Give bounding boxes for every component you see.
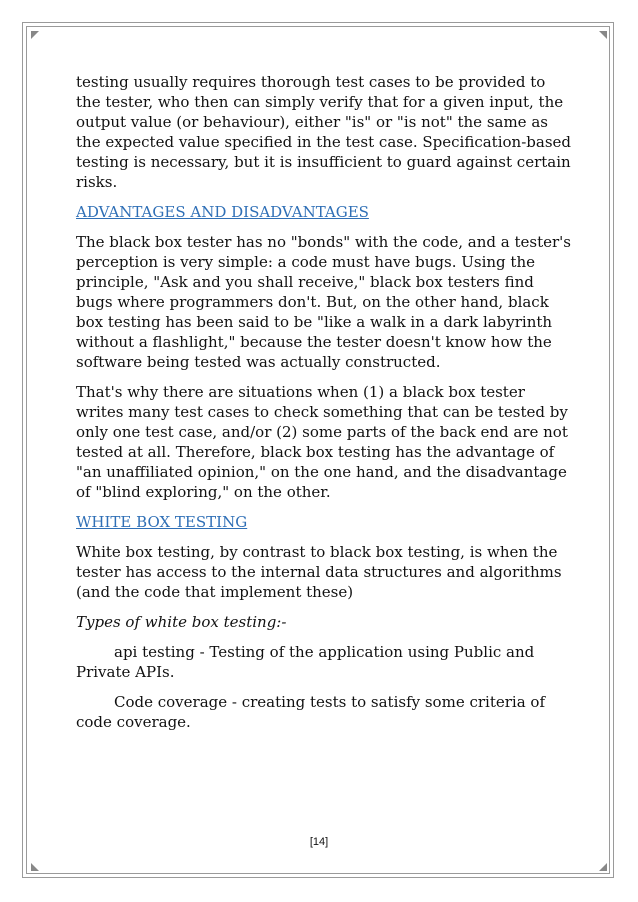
corner-ornament-bottom-right xyxy=(598,862,608,872)
paragraph-code-coverage: Code coverage - creating tests to satisfy some criteria of code coverage. xyxy=(76,693,545,731)
heading-advantages[interactable]: ADVANTAGES AND DISADVANTAGES xyxy=(76,203,369,221)
heading-white-box[interactable]: WHITE BOX TESTING xyxy=(76,513,248,531)
page-number: [14] xyxy=(309,836,329,848)
paragraph-situations: That's why there are situations when (1) a black box tester writes many test cases to check something that can be tested by only one test case, and/or (2) some parts of the back end are not tested at all. Therefore, black box testing has the advantage of "an unaffiliated opinion," on the one hand, and the disadvantage of "blind exploring," on the other. xyxy=(76,383,568,501)
corner-ornament-top-right xyxy=(598,30,608,40)
corner-ornament-bottom-left xyxy=(30,862,40,872)
corner-ornament-top-left xyxy=(30,30,40,40)
paragraph-white-box: White box testing, by contrast to black box testing, is when the tester has access to the internal data structures and algorithms (and the code that implement these) xyxy=(76,543,562,601)
paragraph-types-label: Types of white box testing:- xyxy=(76,613,287,631)
paragraph-black-box-tester: The black box tester has no "bonds" with the code, and a tester's perception is very simple: a code must have bugs. Using the principle, "Ask and you shall receive," black box testers find bugs where programmers don't. But, on the other hand, black box testing has been said to be "like a walk in a dark labyrinth without a flashlight," because the tester doesn't know how the software being tested was actually constructed. xyxy=(76,233,571,371)
paragraph-api-testing: api testing - Testing of the application using Public and Private APIs. xyxy=(76,643,535,681)
paragraph-intro: testing usually requires thorough test cases to be provided to the tester, who then can simply verify that for a given input, the output value (or behaviour), either "is" or "is not" the same as the expected value specified in the test case. Specification-based testing is necessary, but it is insufficient to guard against certain risks. xyxy=(76,73,571,191)
document-body xyxy=(76,72,571,742)
